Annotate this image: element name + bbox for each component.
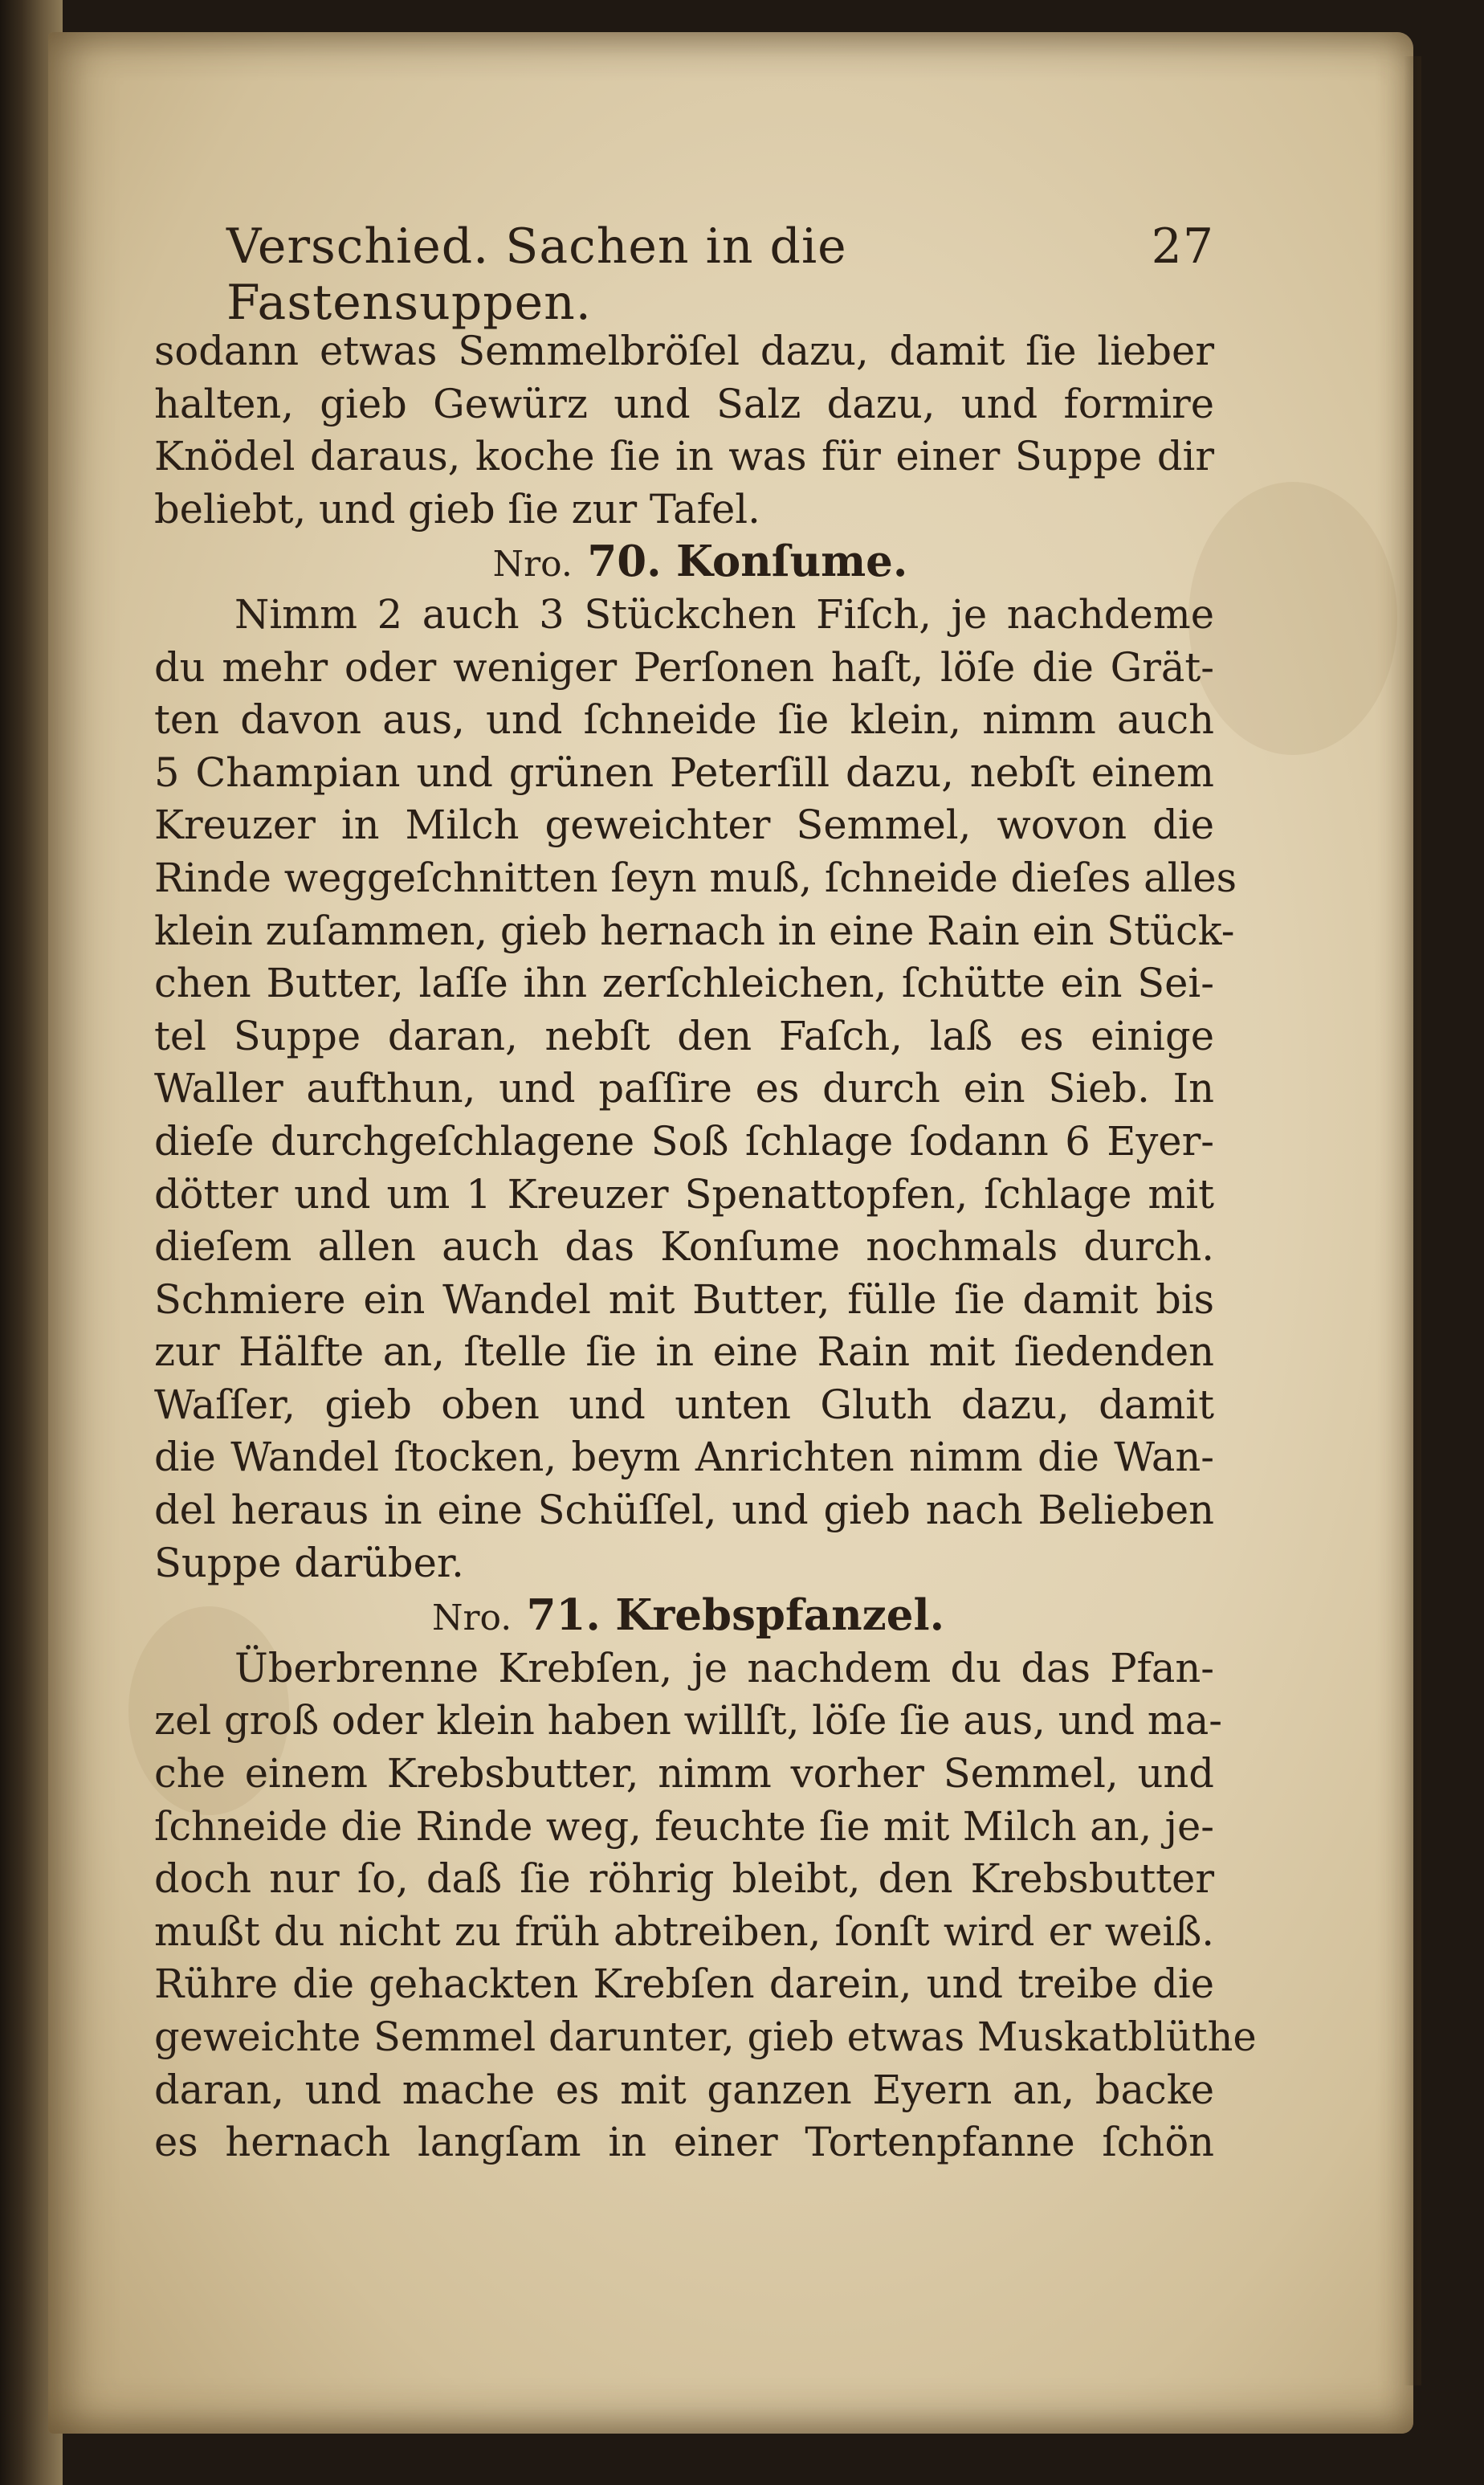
- text-line: Suppe darüber.: [154, 1539, 464, 1586]
- text-line: Überbrenne Krebſen, je nachdem du das Pfan-: [234, 1644, 1214, 1691]
- text-line: daran, und mache es mit ganzen Eyern an, backe: [154, 2066, 1214, 2113]
- text-line: zur Hälfte an, ſtelle ſie in eine Rain mit ſiedenden: [154, 1328, 1214, 1376]
- text-line: Nimm 2 auch 3 Stückchen Fiſch, je nachdeme: [234, 590, 1214, 638]
- text-line: Schmiere ein Wandel mit Butter, fülle ſie damit bis: [154, 1275, 1214, 1323]
- text-line: geweichte Semmel darunter, gieb etwas Muskatblüthe: [154, 2014, 1257, 2060]
- text-line: zel groß oder klein haben willſt, löſe ſie aus, und ma-: [154, 1697, 1222, 1744]
- text-line: du mehr oder weniger Perſonen haſt, löſe die Grät-: [154, 643, 1214, 691]
- text-line: dieſem allen auch das Konſume nochmals durch.: [154, 1223, 1214, 1271]
- header-title: Verschied. Sachen in die Fastensuppen.: [226, 218, 847, 331]
- text-line: Rinde weggeſchnitten ſeyn muß, ſchneide dieſes alles: [154, 854, 1237, 901]
- text-line: 5 Champian und grünen Peterſill dazu, nebſt einem: [154, 749, 1214, 796]
- text-line: beliebt, und gieb ſie zur Tafel.: [154, 485, 760, 532]
- heading-title: 71. Krebspfanzel.: [526, 1590, 945, 1641]
- text-line: halten, gieb Gewürz und Salz dazu, und formire: [154, 380, 1214, 427]
- text-line: dieſe durchgeſchlagene Soß ſchlage ſodann 6 Eyer-: [154, 1117, 1214, 1165]
- heading-nro: Nro.: [492, 544, 573, 586]
- text-line: es hernach langſam in einer Tortenpfanne ſchön: [154, 2119, 1214, 2166]
- text-line: dötter und um 1 Kreuzer Spenattopfen, ſchlage mit: [154, 1170, 1214, 1218]
- text-line: Rühre die gehackten Krebſen darein, und treibe die: [154, 1961, 1214, 2008]
- paper-stain: [1188, 482, 1397, 755]
- text-line: ten davon aus, und ſchneide ſie klein, nimm auch: [154, 696, 1214, 744]
- text-line: Knödel daraus, koche ſie in was für einer Suppe dir: [154, 433, 1214, 480]
- heading-title: 70. Konſume.: [587, 537, 908, 587]
- text-line: klein zuſammen, gieb hernach in eine Rain ein Stück-: [154, 907, 1235, 954]
- text-line: chen Butter, laſſe ihn zerſchleichen, ſchütte ein Sei-: [154, 960, 1214, 1007]
- text-line: sodann etwas Semmelbröſel dazu, damit ſie lieber: [154, 328, 1214, 374]
- text-line: che einem Krebsbutter, nimm vorher Semmel, und: [154, 1750, 1214, 1797]
- recipe-heading-70: [154, 536, 1214, 589]
- page-number: 27: [1151, 218, 1214, 275]
- heading-nro: Nro.: [431, 1598, 512, 1639]
- running-header: [226, 218, 1214, 331]
- text-line: del heraus in eine Schüſſel, und gieb nach Belieben: [154, 1487, 1214, 1534]
- page-edge-shadow: [1404, 56, 1421, 2385]
- recipe-heading-71: [154, 1589, 1214, 1642]
- text-line: tel Suppe daran, nebſt den Faſch, laß es einige: [154, 1012, 1214, 1059]
- text-line: die Wandel ſtocken, beym Anrichten nimm die Wan-: [154, 1434, 1214, 1481]
- text-line: Waller aufthun, und paſſire es durch ein Sieb. In: [154, 1065, 1214, 1112]
- text-line: mußt du nicht zu früh abtreiben, ſonſt wird er weiß.: [154, 1908, 1214, 1955]
- text-line: Kreuzer in Milch geweichter Semmel, wovon die: [154, 802, 1214, 849]
- page-body: [154, 325, 1257, 2169]
- text-line: Waſſer, gieb oben und unten Gluth dazu, damit: [154, 1381, 1214, 1428]
- text-line: doch nur ſo, daß ſie röhrig bleibt, den Krebsbutter: [154, 1855, 1214, 1903]
- text-line: ſchneide die Rinde weg, feuchte ſie mit Milch an, je-: [154, 1802, 1214, 1850]
